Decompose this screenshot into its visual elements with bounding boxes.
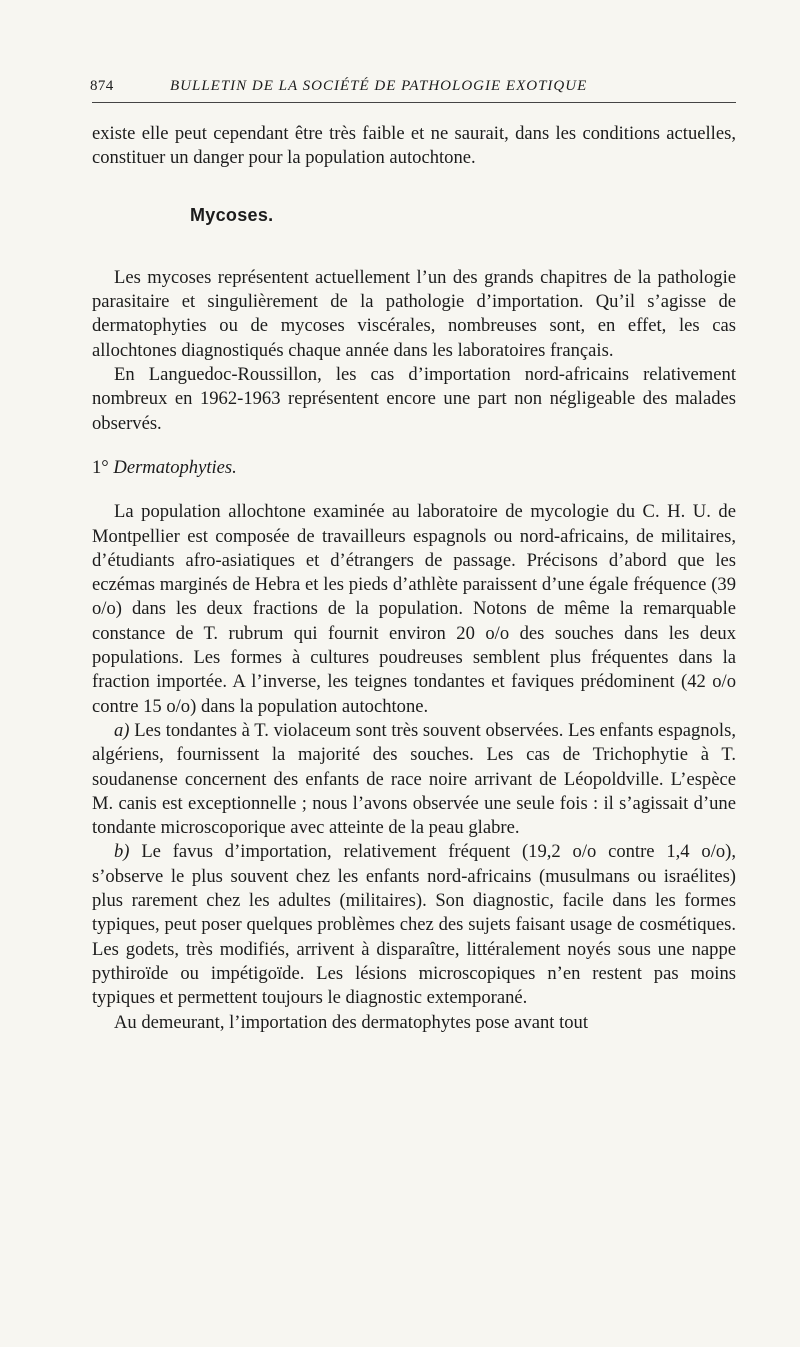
paragraph-a [92, 719, 736, 840]
paragraph-a-text: Les tondantes à T. violaceum sont très souvent observées. Les enfants espagnols, algériens, fournissent la majorité des souches. Les cas de Trichophytie à T. soudanense concernent des enfants de race noire arrivant de Léopoldville. L’espèce M. canis est exceptionnelle ; nous l’avons observée une seule fois : il s’agissait d’une tondante microscoporique avec atteinte de la peau glabre. [92, 719, 736, 839]
subsection-heading-dermatophyties [92, 456, 736, 480]
section-heading-mycoses: Mycoses. [190, 204, 274, 225]
paragraph-b-text: Le favus d’importation, relativement fréquent (19,2 o/o contre 1,4 o/o), s’observe le plus souvent chez les enfants nord-africains (musulmans ou israélites) plus rarement chez les adultes (militaires). Son diagnostic, facile dans les formes typiques, peut poser quelques problèmes chez des sujets faisant usage de cosmétiques. Les godets, très modifiés, arrivent à disparaître, littéralement noyés sous une nappe pythiroïde ou impétigoïde. Les lésions microscopiques n’en restent pas moins typiques et permettent toujours le diagnostic extemporané. [92, 841, 736, 1009]
page-number: 874 [90, 78, 114, 94]
subsection-title: Dermatophyties. [113, 456, 237, 478]
final-paragraph: Au demeurant, l’importation des dermatophytes pose avant tout [114, 1011, 589, 1033]
intro-paragraph: existe elle peut cependant être très faible et ne saurait, dans les conditions actuelles, constituer un danger pour la population autochtone. [92, 123, 736, 169]
document-page [92, 72, 736, 1035]
dermatophyties-paragraph-1: La population allochtone examinée au laboratoire de mycologie du C. H. U. de Montpellier est composée de travailleurs espagnols ou nord-africains, de militaires, d’étudiants afro-asiatiques et d’étrangers de passage. Précisons d’abord que les eczémas marginés de Hebra et les pieds d’athlète paraissent d’une égale fréquence (39 o/o) dans les deux fractions de la population. Notons de même la remarquable constance de T. rubrum qui fournit environ 20 o/o des souches dans les deux populations. Les formes à cultures poudreuses semblent plus fréquentes dans la fraction importée. A l’inverse, les teignes tondantes et faviques prédominent (42 o/o contre 15 o/o) dans la population autochtone. [92, 501, 736, 717]
mycoses-paragraph-1: Les mycoses représentent actuellement l’un des grands chapitres de la pathologie parasitaire et singulièrement de la pathologie d’importation. Qu’il s’agisse de dermatophyties ou de mycoses viscérales, nombreuses sont, en effet, les cas allochtones diagnostiqués chaque année dans les laboratoires français. [92, 266, 736, 361]
running-header [92, 72, 736, 103]
paragraph-a-marker: a) [114, 719, 130, 741]
paragraph-b [92, 840, 736, 1010]
journal-title: BULLETIN DE LA SOCIÉTÉ DE PATHOLOGIE EXOTIQUE [170, 78, 588, 94]
mycoses-paragraph-2: En Languedoc-Roussillon, les cas d’importation nord-africains relativement nombreux en 1962-1963 représentent encore une part non négligeable des malades observés. [92, 364, 736, 434]
subsection-number: 1° [92, 456, 109, 478]
paragraph-b-marker: b) [114, 841, 130, 863]
article-body [92, 122, 736, 1035]
